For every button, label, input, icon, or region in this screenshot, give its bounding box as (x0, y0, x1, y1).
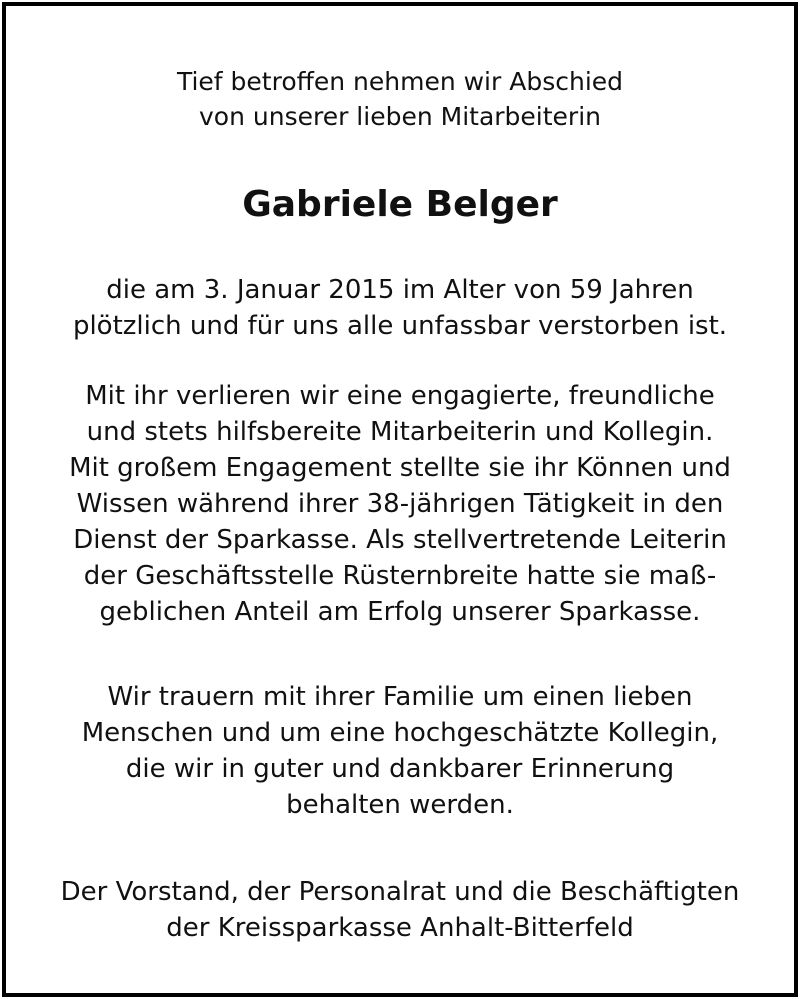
death-paragraph (6, 272, 794, 344)
text-line: Dienst der Sparkasse. Als stellvertretende Leiterin (73, 525, 727, 555)
intro-line: von unserer lieben Mitarbeiterin (199, 102, 601, 131)
text-line: die wir in guter und dankbarer Erinnerung (125, 754, 675, 784)
text-line: Mit großem Engagement stellte sie ihr Können und (69, 453, 731, 483)
text-line: geblichen Anteil am Erfolg unserer Sparkasse. (99, 597, 701, 627)
mourning-paragraph (6, 679, 794, 823)
text-line: der Geschäftsstelle Rüsternbreite hatte sie maß- (83, 561, 717, 591)
text-line: die am 3. Januar 2015 im Alter von 59 Jahren (106, 275, 694, 305)
obituary-notice (2, 2, 798, 997)
text-line: Wir trauern mit ihrer Familie um einen lieben (107, 682, 693, 712)
text-line: und stets hilfsbereite Mitarbeiterin und Kollegin. (86, 417, 714, 447)
signature-line: der Kreissparkasse Anhalt-Bitterfeld (166, 913, 634, 943)
text-line: Wissen während ihrer 38-jährigen Tätigkeit in den (76, 489, 724, 519)
text-line: Mit ihr verlieren wir eine engagierte, freundliche (85, 381, 715, 411)
text-line: plötzlich und für uns alle unfassbar verstorben ist. (72, 311, 728, 341)
deceased-name: Gabriele Belger (242, 184, 558, 225)
intro-line: Tief betroffen nehmen wir Abschied (176, 67, 624, 96)
intro-text (6, 64, 794, 134)
text-line: behalten werden. (286, 790, 514, 820)
tribute-paragraph (6, 378, 794, 630)
text-line: Menschen und um eine hochgeschätzte Kollegin, (81, 718, 719, 748)
signature (6, 874, 794, 946)
signature-line: Der Vorstand, der Personalrat und die Beschäftigten (60, 877, 740, 907)
